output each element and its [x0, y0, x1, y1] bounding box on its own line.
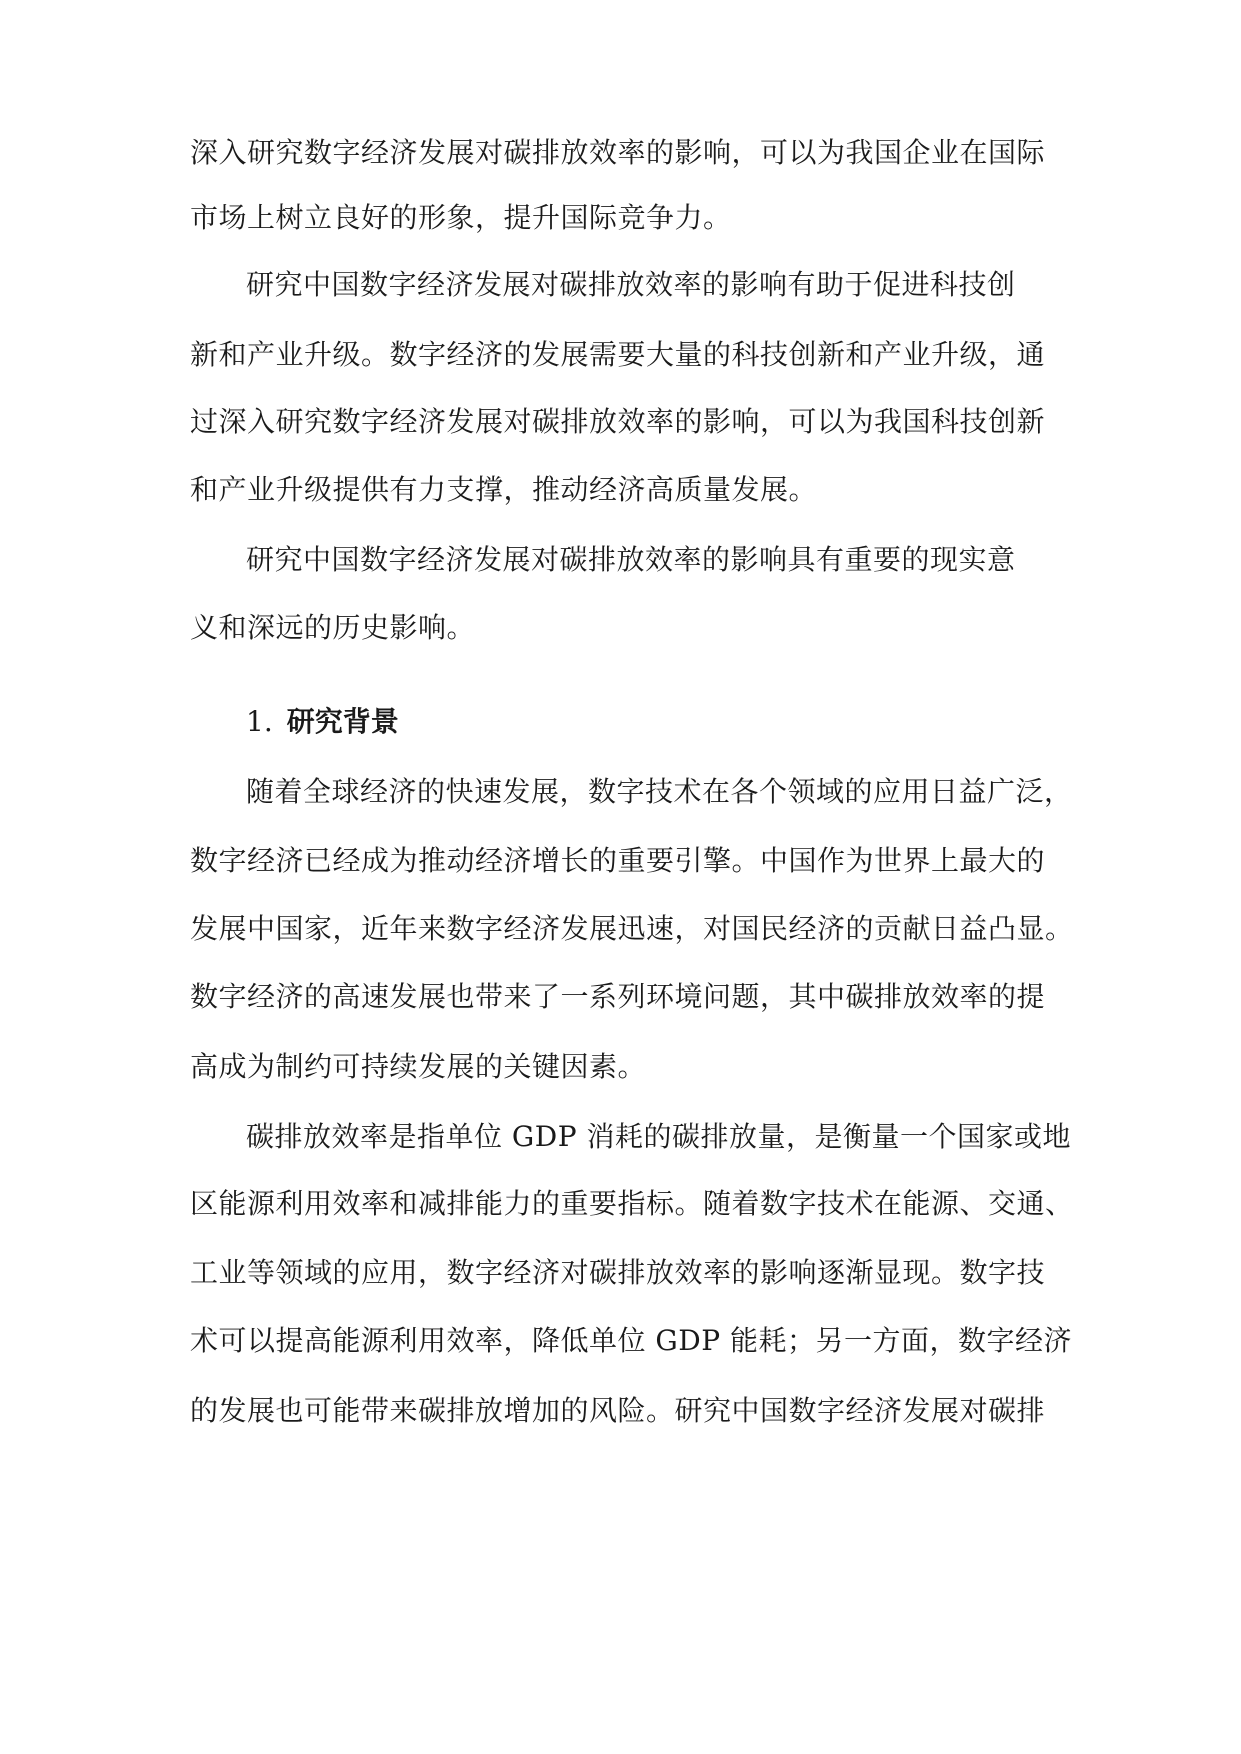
paragraph-1-line-1: 深入研究数字经济发展对碳排放效率的影响，可以为我国企业在国际 [190, 136, 1046, 169]
paragraph-2-line-3: 过深入研究数字经济发展对碳排放效率的影响，可以为我国科技创新 [190, 405, 1046, 438]
paragraph-1-line-2: 市场上树立良好的形象，提升国际竞争力。 [190, 201, 732, 234]
section-number: 1. [246, 705, 273, 738]
section-title: 研究背景 [286, 705, 399, 738]
paragraph-4-line-4: 数字经济的高速发展也带来了一系列环境问题，其中碳排放效率的提 [190, 980, 1046, 1013]
paragraph-3-line-1: 研究中国数字经济发展对碳排放效率的影响具有重要的现实意 [246, 543, 1016, 576]
paragraph-2-line-4: 和产业升级提供有力支撑，推动经济高质量发展。 [190, 473, 818, 506]
paragraph-4-line-3: 发展中国家，近年来数字经济发展迅速，对国民经济的贡献日益凸显。 [190, 912, 1074, 945]
section-heading [246, 702, 399, 742]
paragraph-5-line-4: 术可以提高能源利用效率，降低单位 GDP 能耗；另一方面，数字经济 [190, 1324, 1072, 1357]
paragraph-4-line-1: 随着全球经济的快速发展，数字技术在各个领域的应用日益广泛， [246, 775, 1073, 808]
paragraph-5-line-3: 工业等领域的应用，数字经济对碳排放效率的影响逐渐显现。数字技 [190, 1256, 1046, 1289]
paragraph-5-line-2: 区能源利用效率和减排能力的重要指标。随着数字技术在能源、交通、 [190, 1187, 1074, 1220]
paragraph-2-line-2: 新和产业升级。数字经济的发展需要大量的科技创新和产业升级，通 [190, 338, 1046, 371]
paragraph-4-line-2: 数字经济已经成为推动经济增长的重要引擎。中国作为世界上最大的 [190, 844, 1046, 877]
paragraph-4-line-5: 高成为制约可持续发展的关键因素。 [190, 1050, 647, 1083]
paragraph-5-line-1: 碳排放效率是指单位 GDP 消耗的碳排放量，是衡量一个国家或地 [246, 1120, 1071, 1153]
paragraph-3-line-2: 义和深远的历史影响。 [190, 611, 476, 644]
paragraph-2-line-1: 研究中国数字经济发展对碳排放效率的影响有助于促进科技创 [246, 268, 1016, 301]
paragraph-5-line-5: 的发展也可能带来碳排放增加的风险。研究中国数字经济发展对碳排 [190, 1394, 1046, 1427]
